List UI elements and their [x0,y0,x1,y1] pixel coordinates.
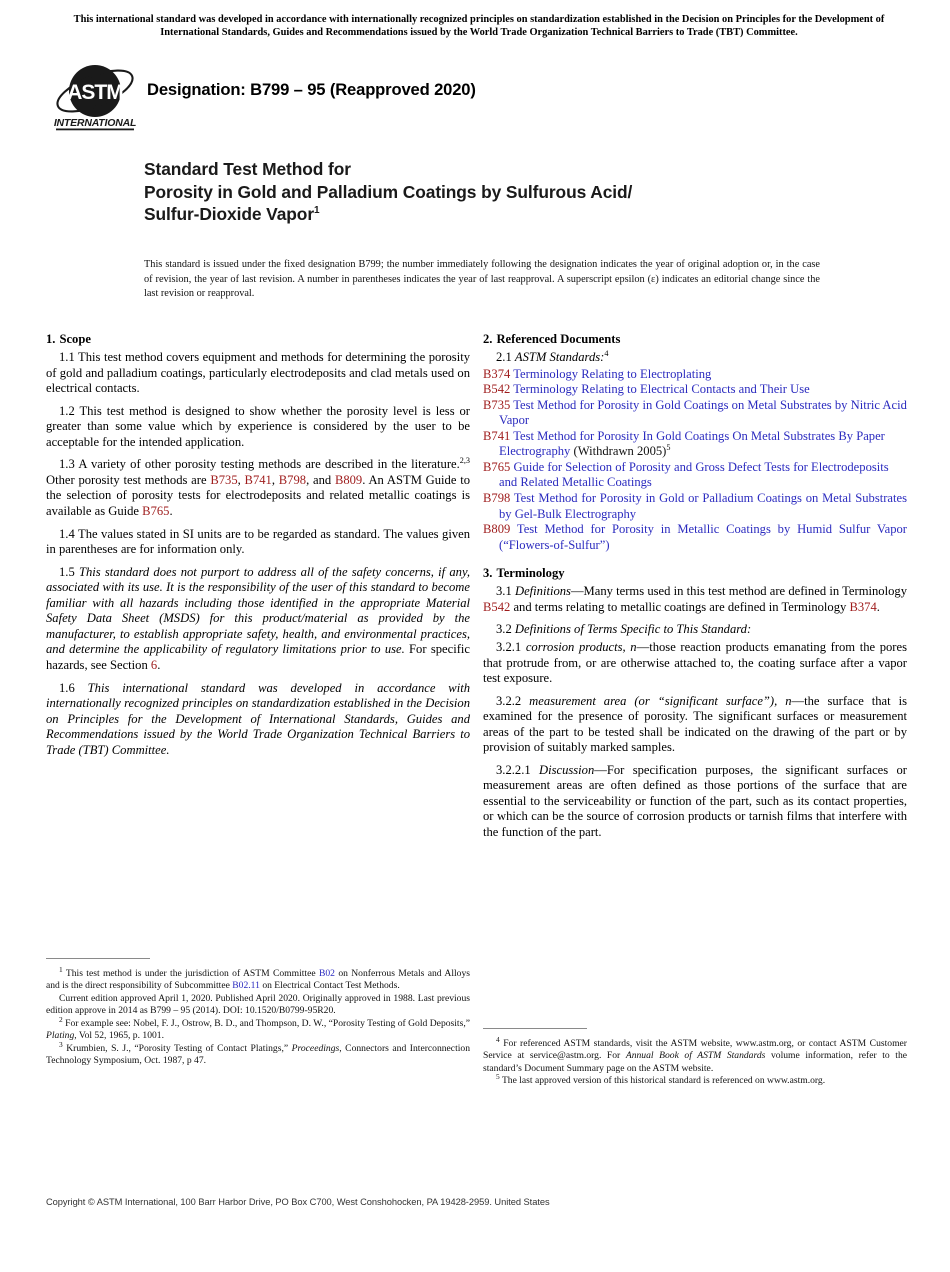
list-item[interactable] [483,460,907,491]
para-num-1-4: 1.4 [59,526,75,541]
refdoc-title[interactable]: Guide for Selection of Porosity and Gross Defect Tests for Electrodeposits and Related Metallic Coatings [499,459,889,490]
para-text-1-3b: Other porosity test methods are [46,472,207,487]
refdoc-designation[interactable]: B809 [483,522,511,537]
para-text-1-6-italic: This international standard was developed in accordance with internationally recognized principles on standardization established in the Decision on Principles for the Development of International Standards, Guides and Recommendations issued by the World Trade Organization Technical Barriers to Trade (TBT) Committee. [46,680,470,757]
paragraph-3-1: 3.1 Definitions—Many terms used in this test method are defined in Terminology B542 and terms relating to metallic coatings are defined in Terminology B374. [483,584,907,614]
footnote-marker-3: 3 [59,1039,63,1049]
refdoc-title[interactable]: Test Method for Porosity In Gold Coatings On Metal Substrates By Paper Electrography [499,428,885,459]
para-text-3-2-2-1: —For specification purposes, the significant surfaces or measurement areas are often defined as those portions of the surface that are essential to the serviceability or function of the part, such as its contact properties, or which can be the source of corrosion products or tarnish films that interfere with the function of the part. [483,762,907,839]
footnote-3-text-a: Krumbien, S. J., “Porosity Testing of Contact Platings,” [66,1042,289,1054]
footnote-ref-2-3: 2,3 [459,456,470,466]
refdoc-designation[interactable]: B798 [483,491,511,506]
paragraph-3-2 [483,622,907,638]
reference-link-section-6[interactable]: 6 [150,657,158,672]
footnote-marker-1: 1 [59,964,63,974]
section-title-3: Terminology [496,566,565,581]
footnote-2 [46,1014,470,1043]
para-text-1-5-italic: This standard does not purport to address all of the safety concerns, if any, associated with its use. It is the responsibility of the user of this standard to become familiar with all hazards including those identified in the appropriate Material Safety Data Sheet (MSDS) for this product/material as provided by the manufacturer, to establish appropriate safety, health, and environmental practices, and determine the applicability of regulatory limitations prior to use. [46,564,470,657]
refdoc-title[interactable]: Terminology Relating to Electrical Contacts and Their Use [513,382,810,397]
reference-link-b809[interactable]: B809 [334,472,363,487]
document-title [144,158,824,226]
footnote-marker-2: 2 [59,1014,63,1024]
para-num-3-2-1: 3.2.1 [496,639,522,654]
para-text-1-5-tail: For specific hazards, see Section [46,642,470,672]
paragraph-1-6 [46,681,470,759]
list-item[interactable] [483,429,907,460]
refdoc-designation[interactable]: B542 [483,382,511,397]
para-text-3-2-1: —those reaction products emanating from the pores that protrude from, or are otherwise attached to, the coating surface after a vapor test exposure. [483,639,907,686]
para-text-1-3c: An ASTM Guide to the selection of porosity tests for electrodeposits and related metallic coatings is available as Guide [46,472,471,519]
para-num-3-2: 3.2 [496,622,512,637]
footnote-3-text-b: , Connectors and Interconnection Technology Symposium, Oct. 1987, p 47. [46,1042,470,1067]
para-num-2-1: 2.1 [496,350,512,365]
refdoc-title[interactable]: Terminology Relating to Electroplating [513,366,712,381]
footnote-1-text-c: on Electrical Contact Test Methods. [262,980,400,992]
footnote-5-text: The last approved version of this historical standard is referenced on www.astm.org. [501,1075,826,1087]
footnote-2-text-b: , Vol 52, 1965, p. 1001. [74,1030,164,1042]
title-footnote-marker: 1 [314,205,320,217]
footnote-1-text-a: This test method is under the jurisdiction of ASTM Committee [65,968,316,979]
list-item[interactable] [483,367,907,383]
subcommittee-link-b02-11[interactable]: B02.11 [232,980,260,992]
svg-text:INTERNATIONAL: INTERNATIONAL [53,117,137,129]
refdoc-suffix: (Withdrawn 2005) [573,444,667,459]
paragraph-1-3: 1.3 A variety of other porosity testing methods are described in the literature.$^{2,3}$ Other porosity test methods are B735, B741, B798, and B809. An ASTM Guide to the selection of porosity tests for electrodeposits and related metallic coatings is available as Guide B765. [46,456,471,519]
section-number-3: 3. [483,566,493,581]
para-text-1-4: The values stated in SI units are to be regarded as standard. The values given in parentheses are for information only. [46,526,471,557]
footnote-ref-5: 5 [666,443,671,453]
title-line-3-text: Sulfur-Dioxide Vapor [144,204,314,225]
refdoc-designation[interactable]: B765 [483,459,511,474]
list-item[interactable] [483,491,907,522]
reference-link-b542[interactable]: B542 [483,599,511,614]
referenced-documents-list [483,367,907,554]
refdoc-designation[interactable]: B735 [483,397,511,412]
refdoc-designation[interactable]: B374 [483,366,511,381]
footnote-separator-rule [46,958,150,959]
para-num-3-1: 3.1 [496,584,512,599]
term-measurement-area: measurement area (or “significant surface”), n [529,693,792,708]
para-text-1-3a: A variety of other porosity testing methods are described in the literature. [78,457,460,472]
para-num-1-2: 1.2 [59,403,75,418]
footnote-separator-rule [483,1028,587,1029]
para-num-1-1: 1.1 [59,350,75,365]
para-text-3-1a: —Many terms used in this test method are defined in Terminology [570,584,907,599]
para-text-3-2: Definitions of Terms Specific to This Standard: [514,622,752,637]
para-num-1-5: 1.5 [59,564,75,579]
paragraph-1-5: 1.5 This standard does not purport to address all of the safety concerns, if any, associated with its use. It is the responsibility of the user of this standard to become familiar with all hazards including those identified in the appropriate Material Safety Data Sheet (MSDS) for this product/material as provided by the manufacturer, to establish appropriate safety, health, and environmental practices, and determine the applicability of regulatory limitations prior to use. For specific hazards, see Section 6. [46,564,470,672]
paragraph-3-2-1 [483,640,907,687]
refdoc-title[interactable]: Test Method for Porosity in Gold or Palladium Coatings on Metal Substrates by Gel-Bulk Electrography [499,491,907,521]
committee-link-b02[interactable]: B02 [318,968,335,979]
paragraph-1-1 [46,350,470,397]
footnote-4-text-b: volume information, refer to the standard’s Document Summary page on the ASTM website. [483,1050,907,1074]
refdoc-designation[interactable]: B741 [483,428,511,443]
footnotes-right-column [483,1028,907,1088]
footnote-2-journal: Plating [46,1030,75,1042]
paragraph-1-4 [46,527,470,558]
footnote-2-text-a: For example see: Nobel, F. J., Ostrow, B. D., and Thompson, D. W., “Porosity Testing of Gold Deposits,” [65,1017,470,1029]
section-title-2: Referenced Documents [496,332,621,346]
paragraph-3-2-2-1 [483,763,907,841]
list-item[interactable] [483,522,907,553]
footnote-3-journal: Proceedings [291,1042,340,1054]
title-line-2: Porosity in Gold and Palladium Coatings by Sulfurous Acid/ [144,181,633,202]
para-num-3-2-2-1: 3.2.2.1 [496,762,531,777]
section-heading-referenced-documents [483,332,907,347]
list-item[interactable] [483,382,907,398]
footnote-marker-4: 4 [496,1034,500,1044]
para-text-1-2: This test method is designed to show whether the porosity level is less or greater than some value which by experience is considered by the user to be acceptable for the intended application. [46,403,470,449]
reference-link-b374[interactable]: B374 [849,599,877,614]
svg-text:ASTM: ASTM [67,81,123,104]
right-column [483,332,907,841]
astm-standards-label: ASTM Standards: [514,350,605,365]
term-definitions: Definitions [514,584,571,599]
section-heading-scope [46,332,470,347]
footnote-edition-info: Current edition approved April 1, 2020. Published April 2020. Originally approved in 1988. Last previous edition approve in 2014 as B799 – 95 (2014). DOI: 10.1520/B0799-95R20. [46,992,470,1017]
footnote-ref-4: 4 [604,348,609,358]
reference-link-b741[interactable]: B741 [244,472,272,487]
para-text-1-1: This test method covers equipment and methods for determining the porosity of gold and palladium coatings, particularly electrodeposits and clad metals used on electrical contacts. [46,350,470,396]
para-text-3-2-2: —the surface that is examined for the presence of porosity. The significant surfaces or measurement areas of the part to be tested shall be indicated on the drawing of the part or by provision of suitably marked samples. [483,693,907,755]
term-corrosion-products: corrosion products, n [525,639,637,654]
section-title-1: Scope [59,332,91,346]
astm-logo [48,62,142,132]
reference-link-b735[interactable]: B735 [210,472,238,487]
footnote-5 [483,1072,907,1087]
footnote-4-text-a: For referenced ASTM standards, visit the ASTM website, www.astm.org, or contact ASTM Customer Service at service@astm.org. For [483,1038,907,1062]
para-num-1-6: 1.6 [59,680,75,695]
footnote-marker-5: 5 [496,1072,500,1082]
copyright-notice: Copyright © ASTM International, 100 Barr Harbor Drive, PO Box C700, West Conshohocken, PA 19428-2959. United States [46,1197,550,1207]
reference-link-b765[interactable]: B765 [142,504,170,519]
footnote-1-text-b: on Nonferrous Metals and Alloys and is the direct responsibility of Subcommittee [46,968,471,992]
document-header [48,62,910,142]
term-discussion: Discussion [539,762,595,777]
tbt-banner: This international standard was developed in accordance with internationally recognized principles on standardization established in the Decision on Principles for the Development of International Standards, Guides and Recommendations issued by the World Trade Organization Technical Barriers to Trade (TBT) Committee. [73,14,885,39]
section-number-1: 1. [46,332,56,346]
section-number-2: 2. [483,332,493,346]
para-num-1-3: 1.3 [59,457,75,472]
footnote-1 [46,964,471,993]
paragraph-3-2-2 [483,694,907,756]
para-num-3-2-2: 3.2.2 [496,693,522,708]
title-line-3 [144,203,824,226]
refdoc-title[interactable]: Test Method for Porosity in Metallic Coatings by Humid Sulfur Vapor (“Flowers-of-Sulfur”) [499,522,907,552]
left-column [46,332,470,758]
title-line-1: Standard Test Method for [144,159,351,179]
section-heading-terminology [483,566,907,581]
footnotes-left-column [46,958,470,1068]
para-text-3-1b: and terms relating to metallic coatings are defined in Terminology [513,599,847,614]
subsection-2-1-heading [483,350,907,366]
reference-link-b798[interactable]: B798 [278,472,307,487]
footnote-4 [483,1034,907,1075]
refdoc-title[interactable]: Test Method for Porosity in Gold Coatings on Metal Substrates by Nitric Acid Vapor [499,397,907,428]
footnote-4-publication: Annual Book of ASTM Standards [625,1050,766,1062]
designation-label: Designation: B799 – 95 (Reapproved 2020) [147,80,476,99]
list-item[interactable] [483,398,907,429]
paragraph-1-2 [46,404,470,451]
footnote-3 [46,1039,470,1068]
standard-boilerplate: This standard is issued under the fixed designation B799; the number immediately following the designation indicates the year of original adoption or, in the case of revision, the year of last revision. A number in parentheses indicates the year of last reapproval. A superscript epsilon (ε) indicates an editorial change since the last revision or reapproval. [144,259,820,300]
